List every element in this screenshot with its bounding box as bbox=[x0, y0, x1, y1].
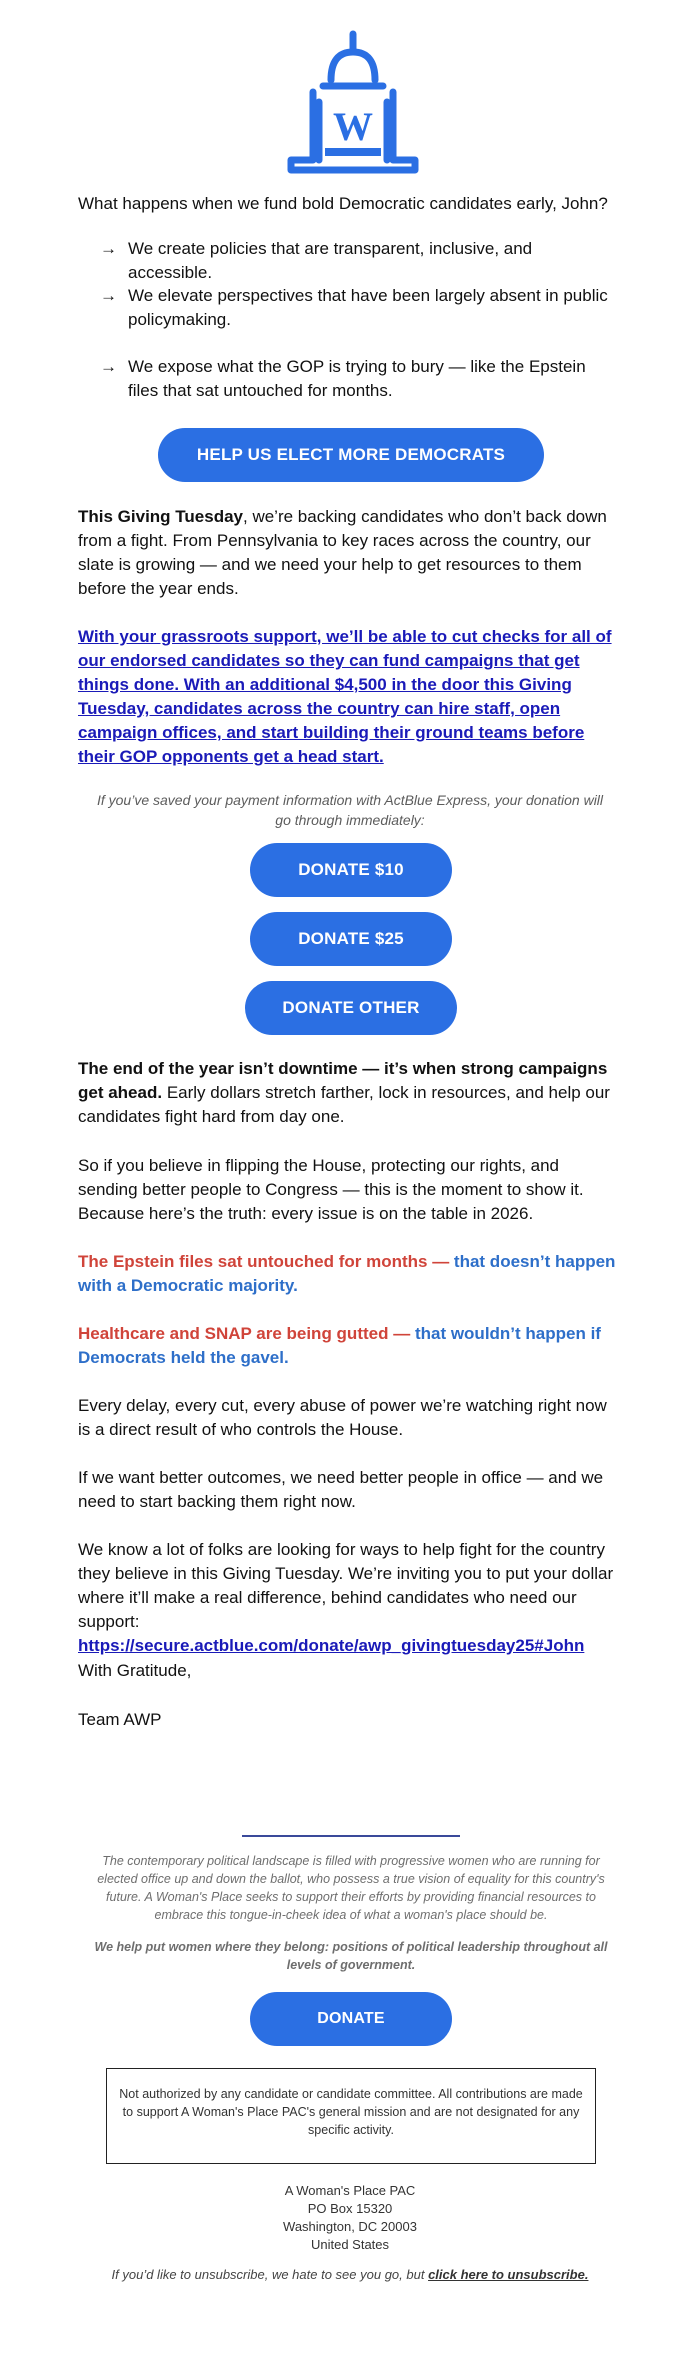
bullet-item bbox=[100, 237, 620, 285]
unsubscribe-text: If you’d like to unsubscribe, we hate to see you go, but bbox=[111, 2267, 429, 2282]
footer-divider bbox=[242, 1835, 460, 1837]
arrow-right-icon: → bbox=[100, 357, 117, 376]
bullet-item bbox=[100, 355, 620, 403]
donate-10-button[interactable]: DONATE $10 bbox=[250, 843, 452, 897]
better-outcomes-paragraph: If we want better outcomes, we need better people in office — and we need to start backing them right now. bbox=[78, 1468, 604, 1511]
actblue-donate-link[interactable]: https://secure.actblue.com/donate/awp_givingtuesday25#John bbox=[78, 1636, 585, 1655]
address-line: A Woman's Place PAC bbox=[284, 2183, 416, 2198]
donate-other-button[interactable]: DONATE OTHER bbox=[245, 981, 457, 1035]
address-line: PO Box 15320 bbox=[307, 2201, 393, 2216]
healthcare-blue-text: that wouldn’t happen if Democrats held the gavel. bbox=[78, 1324, 601, 1367]
bullet-text: We create policies that are transparent, inclusive, and accessible. bbox=[128, 239, 533, 282]
unsubscribe-link[interactable]: click here to unsubscribe. bbox=[428, 2267, 589, 2282]
unsubscribe-notice bbox=[60, 2266, 640, 2284]
donate-25-button[interactable]: DONATE $25 bbox=[250, 912, 452, 966]
bullet-text: We expose what the GOP is trying to bury — like the Epstein files that sat untouched for months. bbox=[128, 357, 586, 400]
address-line: United States bbox=[310, 2237, 390, 2252]
team-signature: Team AWP bbox=[78, 1710, 162, 1729]
arrow-right-icon: → bbox=[100, 286, 117, 305]
bullet-text: We elevate perspectives that have been largely absent in public policymaking. bbox=[128, 286, 608, 329]
giving-tuesday-lead: This Giving Tuesday bbox=[78, 507, 243, 526]
help-elect-democrats-button[interactable]: HELP US ELECT MORE DEMOCRATS bbox=[158, 428, 544, 482]
year-end-lead: The end of the year isn’t downtime — it’s when strong campaigns get ahead. bbox=[78, 1059, 608, 1102]
footer-mission: The contemporary political landscape is filled with progressive women who are running for elected office up and down the ballot, who possess a true vision of equality for this country's future. A Woman's Place seeks to support their efforts by providing financial resources to embrace this tongue-in-cheek idea of what a woman's place should be. bbox=[97, 1854, 605, 1922]
logo-letter: W bbox=[333, 104, 373, 149]
year-end-paragraph bbox=[78, 1057, 623, 1129]
grassroots-support-link[interactable]: With your grassroots support, we’ll be able to cut checks for all of our endorsed candidates so they can fund campaigns that get things done. With an additional $4,500 in the door this Giving Tuesday, candidates across the country can hire staff, open campaign offices, and start building their ground teams before their GOP opponents get a head start. bbox=[78, 627, 612, 766]
mailing-address bbox=[200, 2182, 500, 2254]
year-end-body: Early dollars stretch farther, lock in resources, and help our candidates fight hard from day one. bbox=[78, 1083, 610, 1126]
healthcare-paragraph bbox=[78, 1322, 623, 1370]
delay-paragraph: Every delay, every cut, every abuse of power we’re watching right now is a direct result of who controls the House. bbox=[78, 1396, 607, 1439]
invite-text: We know a lot of folks are looking for ways to help fight for the country they believe in this Giving Tuesday. We’re inviting you to put your dollar where it’ll make a real difference, behind candidates who need our support: bbox=[78, 1540, 614, 1631]
intro-question: What happens when we fund bold Democratic candidates early, John? bbox=[78, 194, 608, 213]
invite-paragraph bbox=[78, 1538, 623, 1658]
epstein-paragraph bbox=[78, 1250, 623, 1298]
footer-tagline: We help put women where they belong: positions of political leadership throughout all levels of government. bbox=[94, 1940, 608, 1972]
disclaimer-box: Not authorized by any candidate or candidate committee. All contributions are made to support A Woman's Place PAC's general mission and are not designated for any specific activity. bbox=[106, 2068, 596, 2164]
actblue-express-note: If you’ve saved your payment information with ActBlue Express, your donation will go through immediately: bbox=[96, 792, 604, 828]
address-line: Washington, DC 20003 bbox=[283, 2219, 417, 2234]
flip-house-paragraph: So if you believe in flipping the House, protecting our rights, and sending better people to Congress — this is the moment to show it. Because here’s the truth: every issue is on the table in 2026. bbox=[78, 1156, 584, 1223]
giving-tuesday-paragraph bbox=[78, 505, 623, 601]
arrow-right-icon: → bbox=[100, 239, 117, 258]
closing-text: With Gratitude, bbox=[78, 1661, 192, 1680]
healthcare-red-text: Healthcare and SNAP are being gutted — bbox=[78, 1324, 415, 1343]
epstein-blue-text: that doesn’t happen with a Democratic majority. bbox=[78, 1252, 616, 1295]
giving-tuesday-body: , we’re backing candidates who don’t back down from a fight. From Pennsylvania to key races across the country, our slate is growing — and we need your help to get resources to them before the year ends. bbox=[78, 507, 607, 598]
footer-donate-button[interactable]: DONATE bbox=[250, 1992, 452, 2046]
bullet-item bbox=[100, 284, 620, 332]
capitol-building-icon bbox=[283, 30, 423, 176]
epstein-red-text: The Epstein files sat untouched for months — bbox=[78, 1252, 454, 1271]
